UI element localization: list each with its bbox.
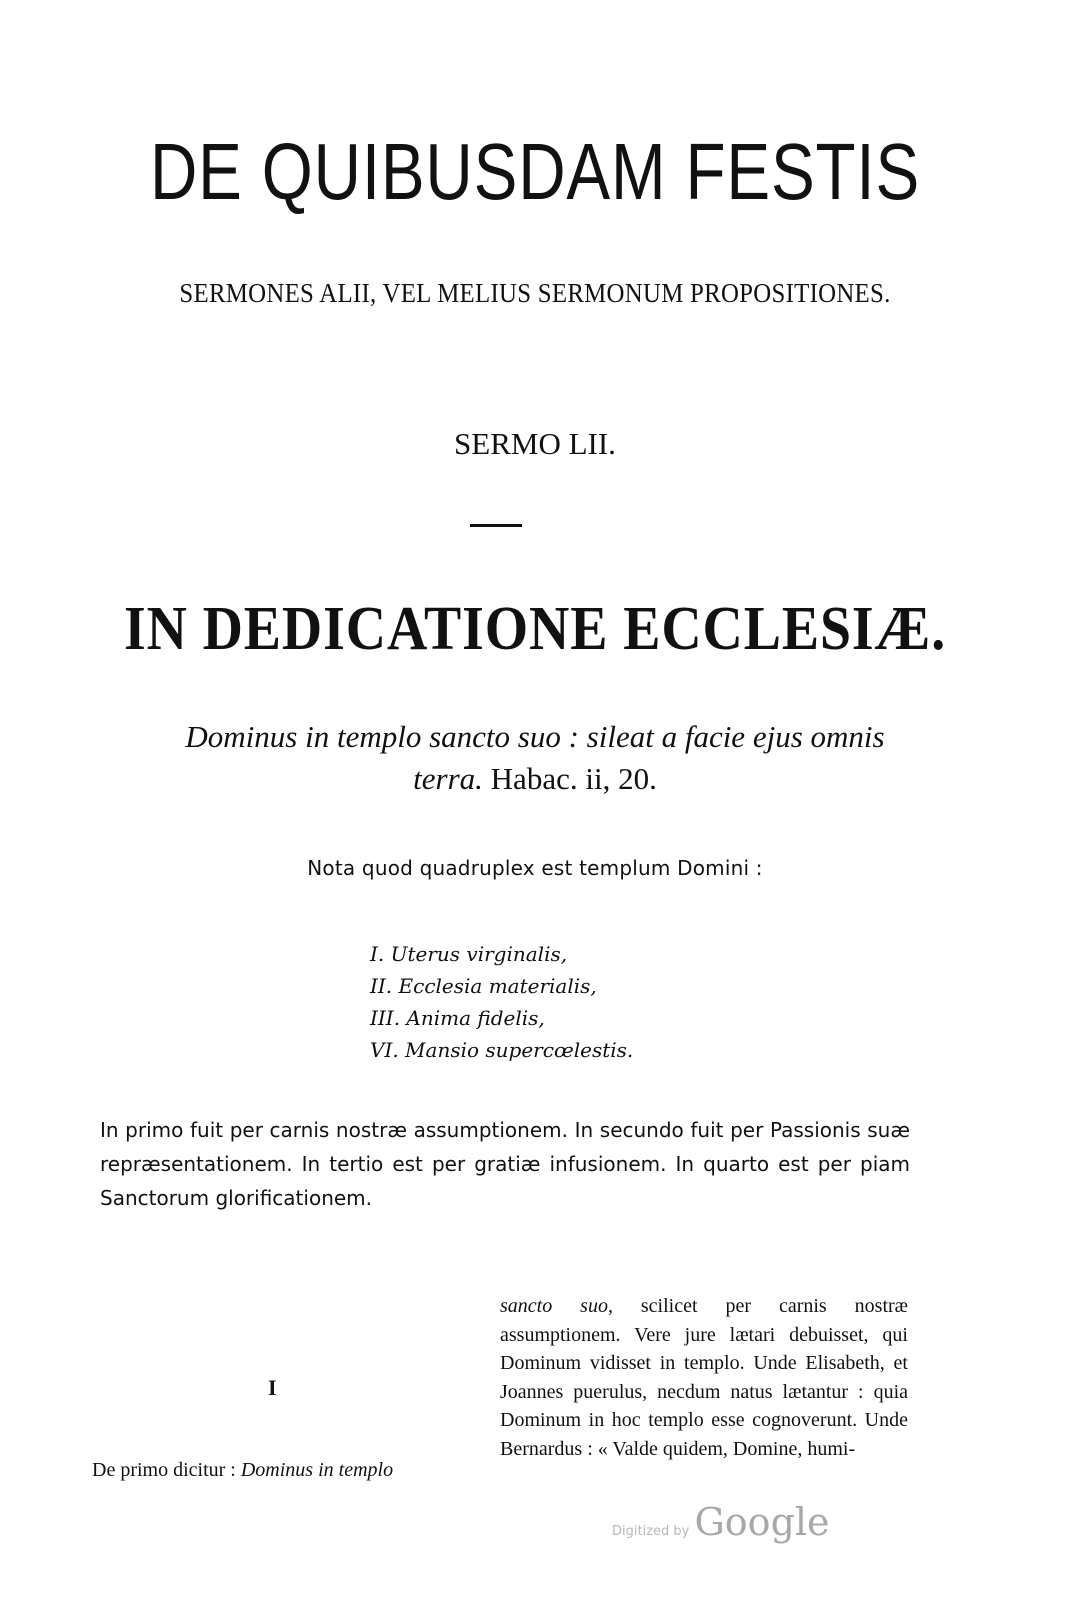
- epigraph-reference: Habac. ii, 20.: [490, 761, 657, 796]
- sermon-number: SERMO LII.: [454, 426, 616, 461]
- watermark-prefix: Digitized by: [612, 1524, 690, 1539]
- temple-list: [370, 938, 633, 1066]
- google-logo: Google: [694, 1500, 830, 1544]
- list-item: VI. Mansio supercœlestis.: [370, 1038, 634, 1062]
- epigraph-line-1: Dominus in templo sancto suo : sileat a facie ejus omnis: [185, 719, 885, 754]
- nota-line: Nota quod quadruplex est templum Domini :: [307, 856, 763, 880]
- list-item: I. Uterus virginalis,: [370, 942, 568, 966]
- left-column-text: [92, 1455, 482, 1485]
- subtitle: SERMONES ALII, VEL MELIUS SERMONUM PROPOSITIONES.: [179, 278, 891, 308]
- epigraph: [80, 716, 990, 800]
- left-column-italic: Dominus in templo: [240, 1459, 394, 1481]
- digitization-watermark: [612, 1500, 830, 1544]
- body-paragraph: In primo fuit per carnis nostræ assumptionem. In secundo fuit per Passionis suæ repræsentationem. In tertio est per gratiæ infusionem. In quarto est per piam Sanctorum glorificationem.: [100, 1118, 910, 1210]
- feast-title: IN DEDICATIONE ECCLESIÆ.: [123, 595, 947, 663]
- epigraph-italic-word: terra.: [413, 761, 483, 796]
- right-column-text: [500, 1292, 908, 1463]
- right-column-body: scilicet per carnis nostræ assumptionem. Vere jure lætari debuisset, qui Dominum vidisset in templo. Unde Elisabeth, et Joannes puerulus, necdum natus lætantur : quia Dominum in hoc templo esse cognoverunt. Unde Bernardus : « Valde quidem, Domine, humi-: [500, 1295, 908, 1460]
- divider-rule: [470, 524, 522, 527]
- list-item: III. Anima fidelis,: [370, 1006, 545, 1030]
- list-item: II. Ecclesia materialis,: [370, 974, 597, 998]
- main-title: DE QUIBUSDAM FESTIS: [149, 127, 921, 216]
- left-column-lead: De primo dicitur :: [92, 1459, 241, 1481]
- section-number: I: [268, 1375, 277, 1400]
- right-column-italic: sancto suo,: [500, 1295, 613, 1317]
